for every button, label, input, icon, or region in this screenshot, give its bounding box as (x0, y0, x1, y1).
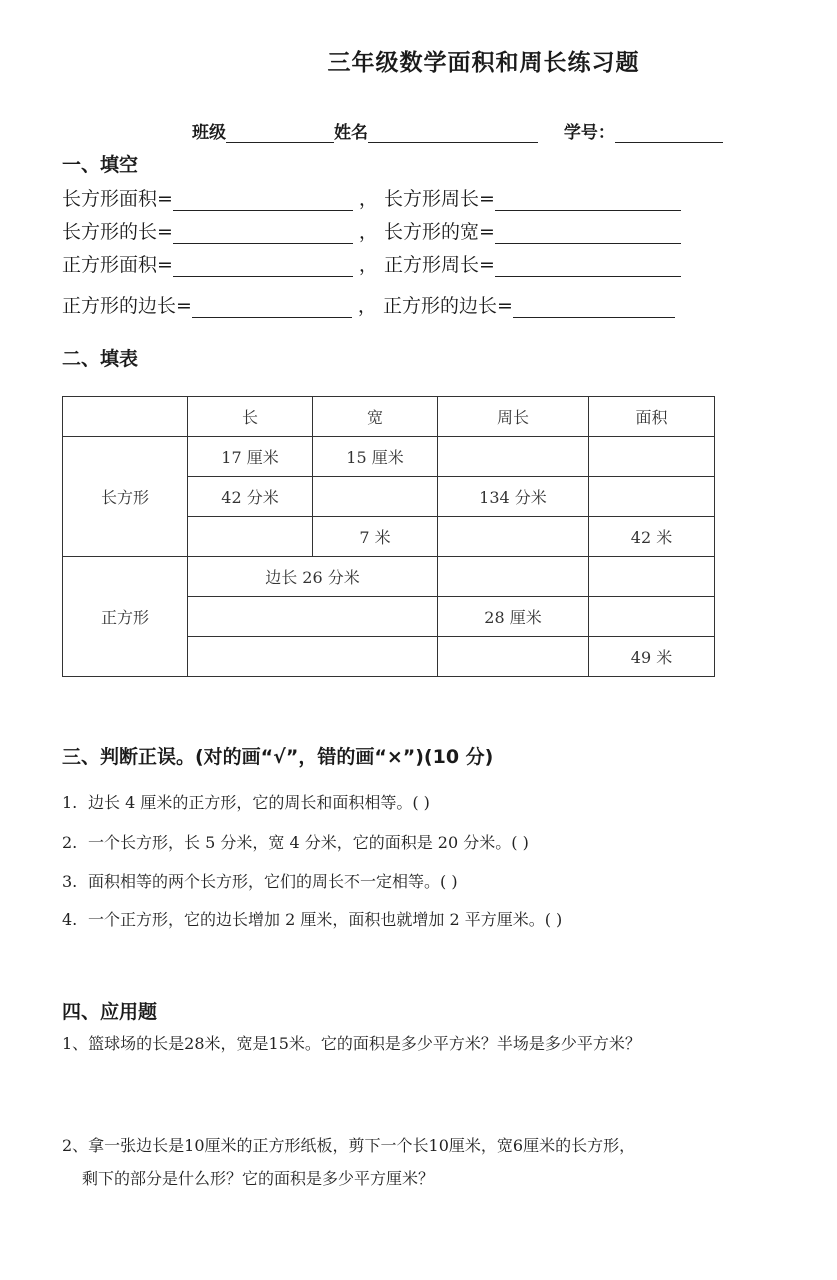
fill-row-4-right-blank[interactable] (513, 299, 675, 318)
judge-item-1 (62, 790, 430, 813)
table-cell: 28 厘米 (438, 597, 589, 637)
table-row (63, 557, 715, 597)
table-cell-blank[interactable] (188, 517, 313, 557)
fill-row-2-left-label: 长方形的长= (62, 221, 173, 243)
name-blank[interactable] (368, 124, 538, 143)
judge-item-number: 2. (62, 833, 78, 852)
page-title: 三年级数学面积和周长练习题 (327, 50, 640, 76)
fill-row-1-sep: ， (358, 188, 378, 210)
fill-row-4-left-blank[interactable] (192, 299, 352, 318)
table-cell-blank[interactable] (589, 477, 715, 517)
application-question-2-line-2: 剩下的部分是什么形？它的面积是多少平方厘米？ (82, 1169, 435, 1188)
table-header-perimeter: 周长 (438, 397, 589, 437)
fill-row-3-right-blank[interactable] (495, 258, 681, 277)
fill-row-1-left-label: 长方形面积= (62, 188, 173, 210)
fill-row-3-right-label: 正方形周长= (383, 254, 495, 276)
judge-item-3 (62, 869, 458, 892)
application-question-2-line-1: 2、拿一张边长是10厘米的正方形纸板，剪下一个长10厘米，宽6厘米的长方形， (62, 1136, 636, 1155)
fill-row-4 (62, 291, 675, 318)
fill-row-1-right-label: 长方形周长= (383, 188, 495, 210)
application-question-1: 1、篮球场的长是28米，宽是15米。它的面积是多少平方米？半场是多少平方米？ (62, 1034, 641, 1053)
judge-item-text: 一个长方形，长 5 分米，宽 4 分米，它的面积是 20 分米。( ) (88, 833, 529, 852)
fill-row-3-left-blank[interactable] (173, 258, 353, 277)
judge-item-number: 3. (62, 872, 78, 891)
table-cell-blank[interactable] (188, 637, 438, 677)
table-cell: 边长 26 分米 (188, 557, 438, 597)
student-id-label: 学号： (563, 123, 615, 143)
table-cell-blank[interactable] (438, 437, 589, 477)
table-cell-blank[interactable] (438, 557, 589, 597)
fill-table (62, 396, 715, 677)
table-cell: 49 米 (589, 637, 715, 677)
fill-row-4-left-label: 正方形的边长= (62, 295, 192, 317)
row-label-square: 正方形 (63, 557, 188, 677)
table-cell: 7 米 (313, 517, 438, 557)
class-blank[interactable] (226, 124, 334, 143)
section-judge-heading: 三、判断正误。(对的画“√”，错的画“×”)(10 分) (62, 746, 494, 768)
table-cell: 17 厘米 (188, 437, 313, 477)
fill-row-3-left-label: 正方形面积= (62, 254, 173, 276)
judge-item-text: 一个正方形，它的边长增加 2 厘米，面积也就增加 2 平方厘米。( ) (88, 910, 563, 929)
judge-item-4 (62, 907, 562, 930)
student-id-blank[interactable] (615, 124, 723, 143)
section-application-heading: 四、应用题 (62, 1001, 158, 1023)
judge-item-2 (62, 830, 529, 853)
judge-item-number: 1. (62, 793, 78, 812)
table-cell-blank[interactable] (438, 637, 589, 677)
fill-row-1-right-blank[interactable] (495, 192, 681, 211)
table-cell: 42 分米 (188, 477, 313, 517)
fill-row-2 (62, 217, 681, 244)
judge-item-text: 边长 4 厘米的正方形，它的周长和面积相等。( ) (88, 793, 430, 812)
table-cell-blank[interactable] (188, 597, 438, 637)
fill-row-3 (62, 250, 681, 277)
judge-item-text: 面积相等的两个长方形，它们的周长不一定相等。( ) (88, 872, 458, 891)
fill-row-1 (62, 184, 681, 211)
fill-row-2-sep: ， (358, 221, 378, 243)
fill-row-2-right-blank[interactable] (495, 225, 681, 244)
table-header-width: 宽 (313, 397, 438, 437)
table-cell: 42 米 (589, 517, 715, 557)
student-info-row (192, 118, 723, 143)
fill-row-3-sep: ， (358, 254, 378, 276)
fill-row-4-right-label: 正方形的边长= (382, 295, 513, 317)
table-cell: 134 分米 (438, 477, 589, 517)
table-header-length: 长 (188, 397, 313, 437)
judge-item-number: 4. (62, 910, 78, 929)
table-row (63, 437, 715, 477)
fill-row-1-left-blank[interactable] (173, 192, 353, 211)
class-label: 班级 (192, 123, 226, 143)
row-label-rectangle: 长方形 (63, 437, 188, 557)
table-cell-blank[interactable] (589, 597, 715, 637)
fill-row-2-left-blank[interactable] (173, 225, 353, 244)
name-label: 姓名 (334, 123, 368, 143)
table-cell: 15 厘米 (313, 437, 438, 477)
fill-row-2-right-label: 长方形的宽= (383, 221, 495, 243)
section-fill-in-heading: 一、填空 (62, 154, 139, 176)
section-table-heading: 二、填表 (62, 348, 139, 370)
table-cell-blank[interactable] (313, 477, 438, 517)
table-header-row (63, 397, 715, 437)
table-header-area: 面积 (589, 397, 715, 437)
table-header-corner (63, 397, 188, 437)
table-cell-blank[interactable] (589, 437, 715, 477)
table-cell-blank[interactable] (589, 557, 715, 597)
fill-row-4-sep: ， (357, 295, 377, 317)
table-cell-blank[interactable] (438, 517, 589, 557)
